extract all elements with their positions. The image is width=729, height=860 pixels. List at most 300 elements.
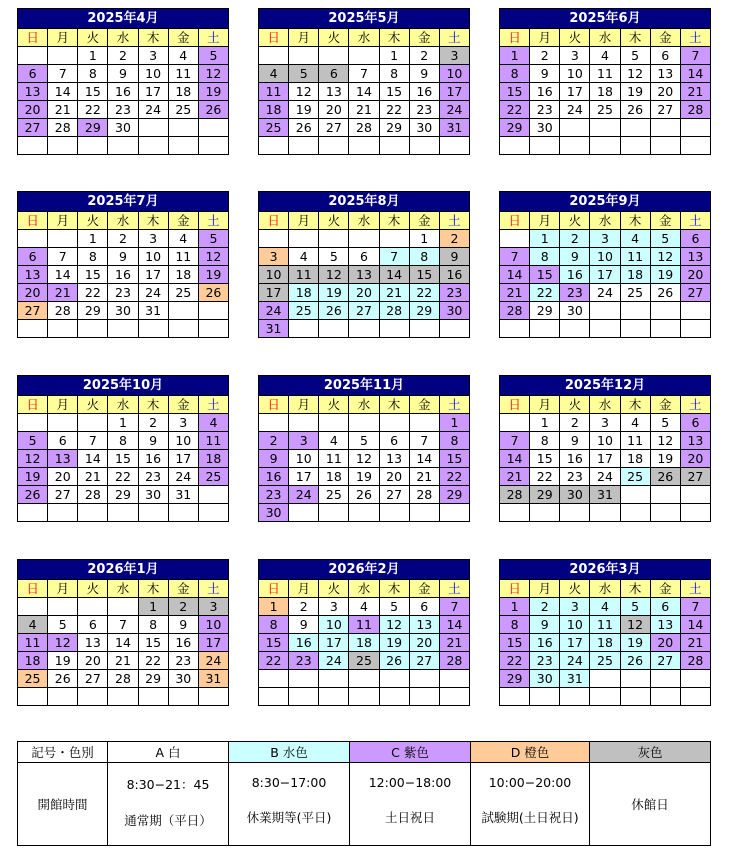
empty-cell bbox=[560, 320, 590, 338]
month-title: 2026年2月 bbox=[259, 560, 470, 580]
empty-cell bbox=[198, 504, 228, 522]
weekday-header: 木 bbox=[379, 212, 409, 230]
day-cell: 8 bbox=[530, 432, 560, 450]
week-row bbox=[18, 652, 229, 670]
empty-cell bbox=[289, 670, 319, 688]
day-cell: 13 bbox=[349, 266, 379, 284]
weekday-header: 水 bbox=[349, 396, 379, 414]
day-cell: 8 bbox=[500, 65, 530, 83]
day-cell: 13 bbox=[319, 83, 349, 101]
week-row bbox=[500, 504, 711, 522]
day-cell: 8 bbox=[530, 248, 560, 266]
day-cell: 1 bbox=[78, 230, 108, 248]
weekday-header: 火 bbox=[560, 29, 590, 47]
weekday-header: 水 bbox=[590, 29, 620, 47]
day-cell: 25 bbox=[319, 486, 349, 504]
day-cell: 10 bbox=[138, 65, 168, 83]
weekday-header: 木 bbox=[620, 580, 650, 598]
empty-cell bbox=[78, 320, 108, 338]
day-cell: 22 bbox=[530, 284, 560, 302]
day-cell: 4 bbox=[590, 598, 620, 616]
empty-cell bbox=[108, 598, 138, 616]
day-cell: 28 bbox=[680, 101, 710, 119]
day-cell: 5 bbox=[48, 616, 78, 634]
empty-cell bbox=[18, 504, 48, 522]
weekday-header: 月 bbox=[48, 212, 78, 230]
week-row bbox=[259, 652, 470, 670]
weekday-header: 水 bbox=[590, 396, 620, 414]
day-cell: 9 bbox=[289, 616, 319, 634]
week-row bbox=[259, 598, 470, 616]
empty-cell bbox=[409, 414, 439, 432]
calendar-2025-09 bbox=[499, 191, 711, 338]
day-cell: 26 bbox=[650, 468, 680, 486]
day-cell: 22 bbox=[530, 468, 560, 486]
day-cell: 5 bbox=[198, 230, 228, 248]
legend-name-d: D 橙色 bbox=[471, 742, 590, 763]
day-cell: 2 bbox=[530, 47, 560, 65]
week-row bbox=[259, 65, 470, 83]
week-row bbox=[259, 284, 470, 302]
day-cell: 29 bbox=[78, 119, 108, 137]
day-cell: 14 bbox=[439, 616, 469, 634]
day-cell: 4 bbox=[620, 414, 650, 432]
day-cell: 26 bbox=[198, 284, 228, 302]
day-cell: 9 bbox=[560, 248, 590, 266]
week-row bbox=[18, 119, 229, 137]
day-cell: 12 bbox=[18, 450, 48, 468]
day-cell: 3 bbox=[138, 230, 168, 248]
calendar-table bbox=[499, 559, 711, 706]
weekday-header: 月 bbox=[48, 396, 78, 414]
day-cell: 23 bbox=[259, 486, 289, 504]
day-cell: 15 bbox=[108, 450, 138, 468]
weekday-header: 日 bbox=[500, 396, 530, 414]
empty-cell bbox=[289, 47, 319, 65]
empty-cell bbox=[319, 670, 349, 688]
weekday-header: 金 bbox=[168, 212, 198, 230]
month-title: 2026年1月 bbox=[18, 560, 229, 580]
day-cell: 14 bbox=[48, 266, 78, 284]
day-cell: 10 bbox=[560, 616, 590, 634]
day-cell: 10 bbox=[198, 616, 228, 634]
day-cell: 23 bbox=[108, 284, 138, 302]
week-row bbox=[18, 450, 229, 468]
empty-cell bbox=[198, 486, 228, 504]
weekday-header: 土 bbox=[439, 29, 469, 47]
day-cell: 20 bbox=[379, 468, 409, 486]
empty-cell bbox=[620, 320, 650, 338]
week-row bbox=[500, 598, 711, 616]
calendar-2025-08 bbox=[258, 191, 470, 338]
week-row bbox=[500, 266, 711, 284]
empty-cell bbox=[108, 320, 138, 338]
week-row bbox=[500, 432, 711, 450]
legend-term-b: 休業期等(平日) bbox=[246, 810, 332, 825]
week-row bbox=[259, 450, 470, 468]
day-cell: 9 bbox=[530, 65, 560, 83]
day-cell: 8 bbox=[379, 65, 409, 83]
day-cell: 20 bbox=[319, 101, 349, 119]
day-cell: 1 bbox=[409, 230, 439, 248]
day-cell: 23 bbox=[560, 468, 590, 486]
weekday-header: 木 bbox=[138, 212, 168, 230]
empty-cell bbox=[590, 119, 620, 137]
calendar-table bbox=[17, 8, 229, 155]
day-cell: 30 bbox=[168, 670, 198, 688]
day-cell: 22 bbox=[379, 101, 409, 119]
empty-cell bbox=[138, 320, 168, 338]
day-cell: 28 bbox=[379, 302, 409, 320]
day-cell: 8 bbox=[78, 248, 108, 266]
legend-cell-d bbox=[471, 763, 590, 846]
empty-cell bbox=[680, 504, 710, 522]
day-cell: 26 bbox=[620, 101, 650, 119]
legend-status-gray: 休館日 bbox=[590, 763, 711, 846]
day-cell: 24 bbox=[590, 468, 620, 486]
empty-cell bbox=[198, 137, 228, 155]
week-row bbox=[259, 119, 470, 137]
day-cell: 19 bbox=[650, 450, 680, 468]
day-cell: 4 bbox=[18, 616, 48, 634]
calendar-table bbox=[499, 191, 711, 338]
week-row bbox=[500, 670, 711, 688]
weekday-header: 日 bbox=[18, 29, 48, 47]
day-cell: 7 bbox=[409, 432, 439, 450]
day-cell: 25 bbox=[168, 101, 198, 119]
day-cell: 7 bbox=[108, 616, 138, 634]
day-cell: 21 bbox=[48, 101, 78, 119]
day-cell: 28 bbox=[500, 486, 530, 504]
weekday-header: 日 bbox=[259, 212, 289, 230]
day-cell: 2 bbox=[108, 230, 138, 248]
day-cell: 16 bbox=[108, 266, 138, 284]
day-cell: 13 bbox=[680, 432, 710, 450]
day-cell: 29 bbox=[379, 119, 409, 137]
day-cell: 15 bbox=[379, 83, 409, 101]
weekday-header: 木 bbox=[620, 396, 650, 414]
empty-cell bbox=[289, 320, 319, 338]
day-cell: 4 bbox=[168, 230, 198, 248]
day-cell: 14 bbox=[500, 266, 530, 284]
day-cell: 19 bbox=[650, 266, 680, 284]
day-cell: 4 bbox=[620, 230, 650, 248]
week-row bbox=[500, 248, 711, 266]
empty-cell bbox=[168, 320, 198, 338]
calendar-2025-10 bbox=[17, 375, 229, 522]
day-cell: 1 bbox=[138, 598, 168, 616]
day-cell: 14 bbox=[78, 450, 108, 468]
legend-hours-d: 10:00−20:00 bbox=[488, 775, 572, 790]
empty-cell bbox=[680, 670, 710, 688]
empty-cell bbox=[78, 688, 108, 706]
day-cell: 23 bbox=[108, 101, 138, 119]
day-cell: 18 bbox=[168, 266, 198, 284]
empty-cell bbox=[319, 320, 349, 338]
day-cell: 21 bbox=[409, 468, 439, 486]
week-row bbox=[18, 504, 229, 522]
week-row bbox=[18, 670, 229, 688]
week-row bbox=[500, 101, 711, 119]
day-cell: 14 bbox=[379, 266, 409, 284]
day-cell: 3 bbox=[289, 432, 319, 450]
week-row bbox=[259, 432, 470, 450]
empty-cell bbox=[500, 320, 530, 338]
day-cell: 25 bbox=[620, 284, 650, 302]
weekday-header: 水 bbox=[108, 29, 138, 47]
week-row bbox=[500, 83, 711, 101]
day-cell: 10 bbox=[560, 65, 590, 83]
day-cell: 24 bbox=[138, 284, 168, 302]
weekday-header: 金 bbox=[409, 29, 439, 47]
day-cell: 4 bbox=[168, 47, 198, 65]
day-cell: 17 bbox=[138, 266, 168, 284]
week-row bbox=[18, 468, 229, 486]
day-cell: 11 bbox=[289, 266, 319, 284]
day-cell: 31 bbox=[560, 670, 590, 688]
empty-cell bbox=[680, 320, 710, 338]
weekday-header: 土 bbox=[680, 396, 710, 414]
empty-cell bbox=[48, 230, 78, 248]
empty-cell bbox=[500, 688, 530, 706]
empty-cell bbox=[379, 230, 409, 248]
calendar-table bbox=[17, 375, 229, 522]
empty-cell bbox=[78, 504, 108, 522]
weekday-header: 火 bbox=[319, 212, 349, 230]
day-cell: 7 bbox=[500, 432, 530, 450]
week-row bbox=[259, 320, 470, 338]
week-row bbox=[18, 266, 229, 284]
empty-cell bbox=[379, 670, 409, 688]
empty-cell bbox=[560, 137, 590, 155]
day-cell: 5 bbox=[289, 65, 319, 83]
empty-cell bbox=[168, 302, 198, 320]
day-cell: 11 bbox=[259, 83, 289, 101]
empty-cell bbox=[409, 504, 439, 522]
day-cell: 6 bbox=[18, 65, 48, 83]
day-cell: 28 bbox=[500, 302, 530, 320]
day-cell: 17 bbox=[259, 284, 289, 302]
day-cell: 2 bbox=[138, 414, 168, 432]
empty-cell bbox=[108, 688, 138, 706]
day-cell: 2 bbox=[560, 414, 590, 432]
empty-cell bbox=[530, 504, 560, 522]
week-row bbox=[259, 670, 470, 688]
week-row bbox=[18, 320, 229, 338]
empty-cell bbox=[168, 688, 198, 706]
empty-cell bbox=[560, 504, 590, 522]
day-cell: 3 bbox=[198, 598, 228, 616]
weekday-header: 土 bbox=[198, 396, 228, 414]
day-cell: 26 bbox=[349, 486, 379, 504]
weekday-header: 月 bbox=[289, 580, 319, 598]
empty-cell bbox=[409, 688, 439, 706]
day-cell: 5 bbox=[319, 248, 349, 266]
day-cell: 27 bbox=[18, 119, 48, 137]
day-cell: 14 bbox=[680, 616, 710, 634]
day-cell: 16 bbox=[108, 83, 138, 101]
empty-cell bbox=[319, 137, 349, 155]
day-cell: 19 bbox=[620, 634, 650, 652]
day-cell: 24 bbox=[259, 302, 289, 320]
legend-cell-b bbox=[229, 763, 350, 846]
week-row bbox=[500, 450, 711, 468]
empty-cell bbox=[198, 688, 228, 706]
calendar-table bbox=[17, 191, 229, 338]
week-row bbox=[259, 688, 470, 706]
empty-cell bbox=[48, 414, 78, 432]
day-cell: 1 bbox=[259, 598, 289, 616]
day-cell: 12 bbox=[48, 634, 78, 652]
day-cell: 29 bbox=[530, 302, 560, 320]
empty-cell bbox=[409, 320, 439, 338]
day-cell: 24 bbox=[138, 101, 168, 119]
day-cell: 17 bbox=[590, 266, 620, 284]
empty-cell bbox=[18, 688, 48, 706]
empty-cell bbox=[18, 47, 48, 65]
empty-cell bbox=[680, 688, 710, 706]
day-cell: 27 bbox=[409, 652, 439, 670]
day-cell: 15 bbox=[530, 266, 560, 284]
month-title: 2025年10月 bbox=[18, 376, 229, 396]
weekday-header: 月 bbox=[530, 396, 560, 414]
day-cell: 11 bbox=[319, 450, 349, 468]
empty-cell bbox=[259, 688, 289, 706]
day-cell: 10 bbox=[259, 266, 289, 284]
day-cell: 31 bbox=[198, 670, 228, 688]
weekday-header: 月 bbox=[48, 580, 78, 598]
empty-cell bbox=[18, 414, 48, 432]
week-row bbox=[18, 47, 229, 65]
week-row bbox=[259, 266, 470, 284]
day-cell: 16 bbox=[168, 634, 198, 652]
weekday-header: 日 bbox=[259, 396, 289, 414]
legend-cell-c bbox=[350, 763, 471, 846]
empty-cell bbox=[349, 230, 379, 248]
legend-table bbox=[17, 741, 711, 846]
week-row bbox=[259, 83, 470, 101]
day-cell: 13 bbox=[78, 634, 108, 652]
weekday-header: 日 bbox=[18, 396, 48, 414]
week-row bbox=[259, 634, 470, 652]
day-cell: 24 bbox=[560, 652, 590, 670]
empty-cell bbox=[138, 504, 168, 522]
empty-cell bbox=[198, 119, 228, 137]
weekday-header: 土 bbox=[198, 580, 228, 598]
empty-cell bbox=[349, 670, 379, 688]
day-cell: 27 bbox=[48, 486, 78, 504]
day-cell: 23 bbox=[530, 652, 560, 670]
weekday-header: 水 bbox=[590, 580, 620, 598]
weekday-header: 金 bbox=[650, 29, 680, 47]
empty-cell bbox=[319, 47, 349, 65]
day-cell: 16 bbox=[560, 450, 590, 468]
month-title: 2025年4月 bbox=[18, 9, 229, 29]
day-cell: 13 bbox=[18, 266, 48, 284]
day-cell: 9 bbox=[108, 65, 138, 83]
empty-cell bbox=[530, 688, 560, 706]
weekday-header: 月 bbox=[289, 29, 319, 47]
day-cell: 18 bbox=[590, 634, 620, 652]
week-row bbox=[500, 284, 711, 302]
day-cell: 17 bbox=[198, 634, 228, 652]
empty-cell bbox=[379, 320, 409, 338]
calendar-2026-01 bbox=[17, 559, 229, 706]
day-cell: 17 bbox=[590, 450, 620, 468]
week-row bbox=[500, 468, 711, 486]
day-cell: 23 bbox=[530, 101, 560, 119]
week-row bbox=[259, 616, 470, 634]
day-cell: 12 bbox=[319, 266, 349, 284]
empty-cell bbox=[620, 504, 650, 522]
weekday-header: 金 bbox=[650, 580, 680, 598]
day-cell: 6 bbox=[319, 65, 349, 83]
day-cell: 10 bbox=[590, 432, 620, 450]
legend-row-label: 開館時間 bbox=[18, 763, 108, 846]
day-cell: 1 bbox=[530, 414, 560, 432]
empty-cell bbox=[439, 688, 469, 706]
day-cell: 1 bbox=[500, 598, 530, 616]
empty-cell bbox=[650, 119, 680, 137]
day-cell: 16 bbox=[530, 634, 560, 652]
day-cell: 8 bbox=[439, 432, 469, 450]
week-row bbox=[18, 302, 229, 320]
weekday-header: 火 bbox=[560, 396, 590, 414]
empty-cell bbox=[259, 414, 289, 432]
day-cell: 20 bbox=[650, 83, 680, 101]
empty-cell bbox=[168, 137, 198, 155]
day-cell: 6 bbox=[48, 432, 78, 450]
empty-cell bbox=[138, 137, 168, 155]
day-cell: 23 bbox=[409, 101, 439, 119]
day-cell: 20 bbox=[650, 634, 680, 652]
day-cell: 28 bbox=[439, 652, 469, 670]
empty-cell bbox=[259, 47, 289, 65]
empty-cell bbox=[349, 414, 379, 432]
day-cell: 31 bbox=[138, 302, 168, 320]
day-cell: 24 bbox=[168, 468, 198, 486]
week-row bbox=[500, 688, 711, 706]
day-cell: 23 bbox=[560, 284, 590, 302]
weekday-header: 日 bbox=[500, 212, 530, 230]
day-cell: 10 bbox=[168, 432, 198, 450]
day-cell: 17 bbox=[560, 634, 590, 652]
day-cell: 4 bbox=[289, 248, 319, 266]
day-cell: 20 bbox=[680, 450, 710, 468]
day-cell: 21 bbox=[439, 634, 469, 652]
legend-hours-a: 8:30−21：45 bbox=[126, 777, 210, 792]
empty-cell bbox=[650, 688, 680, 706]
day-cell: 29 bbox=[500, 670, 530, 688]
day-cell: 1 bbox=[500, 47, 530, 65]
day-cell: 16 bbox=[138, 450, 168, 468]
day-cell: 15 bbox=[78, 83, 108, 101]
weekday-header: 火 bbox=[560, 212, 590, 230]
day-cell: 23 bbox=[439, 284, 469, 302]
day-cell: 25 bbox=[18, 670, 48, 688]
day-cell: 4 bbox=[590, 47, 620, 65]
month-title: 2025年7月 bbox=[18, 192, 229, 212]
month-title: 2025年11月 bbox=[259, 376, 470, 396]
day-cell: 6 bbox=[349, 248, 379, 266]
day-cell: 12 bbox=[349, 450, 379, 468]
day-cell: 9 bbox=[259, 450, 289, 468]
empty-cell bbox=[78, 414, 108, 432]
day-cell: 2 bbox=[259, 432, 289, 450]
day-cell: 22 bbox=[439, 468, 469, 486]
day-cell: 29 bbox=[108, 486, 138, 504]
week-row bbox=[18, 230, 229, 248]
